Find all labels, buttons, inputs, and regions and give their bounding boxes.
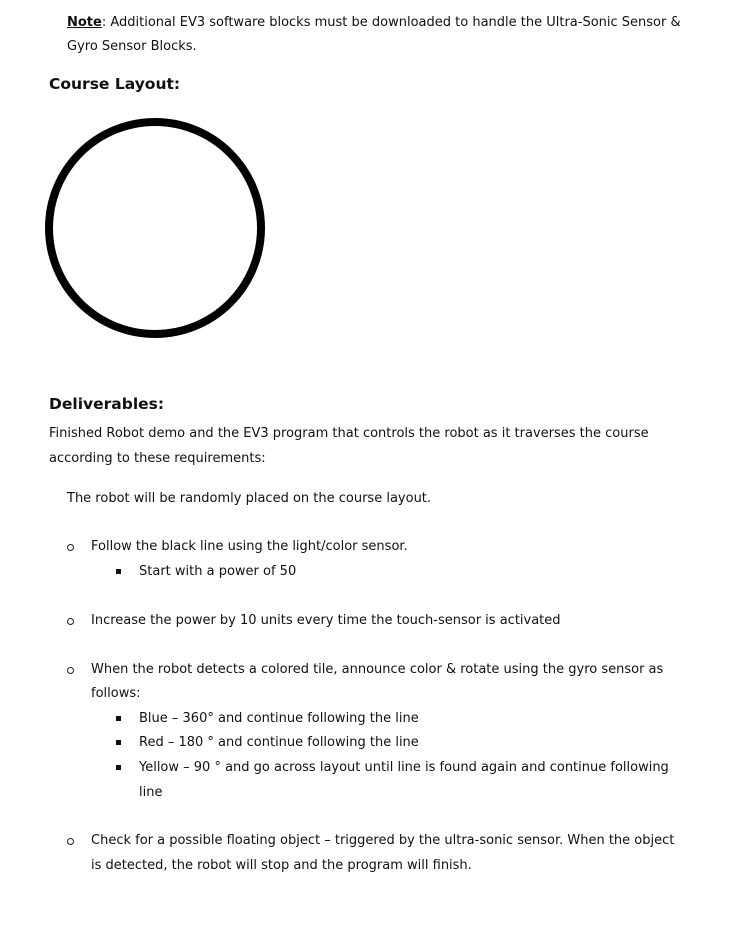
note-line-1 — [67, 11, 681, 35]
requirement-subitem-3-3-line-1: Yellow – 90 ° and go across layout until line is found again and continue following — [139, 760, 669, 775]
deliverables-intro-line-1: Finished Robot demo and the EV3 program that controls the robot as it traverses the course — [49, 426, 649, 441]
course-layout-heading: Course Layout: — [49, 75, 181, 93]
note-label: Note — [67, 15, 102, 30]
requirement-subitem-3-3-line-2: line — [139, 785, 163, 800]
hollow-circle-bullet-icon — [67, 544, 74, 551]
requirement-subitem-3-1: Blue – 360° and continue following the line — [139, 711, 419, 726]
square-bullet-icon — [116, 569, 121, 574]
requirement-item-4-line-2: is detected, the robot will stop and the program will finish. — [91, 858, 472, 873]
requirement-subitem-3-2: Red – 180 ° and continue following the line — [139, 735, 419, 750]
hollow-circle-bullet-icon — [67, 667, 74, 674]
placement-statement: The robot will be randomly placed on the course layout. — [67, 491, 432, 506]
requirement-item-3-line-1: When the robot detects a colored tile, announce color & rotate using the gyro sensor as — [91, 662, 664, 677]
hollow-circle-bullet-icon — [67, 838, 74, 845]
square-bullet-icon — [116, 716, 121, 721]
requirement-item-4-line-1: Check for a possible floating object – triggered by the ultra-sonic sensor. When the object — [91, 833, 675, 848]
square-bullet-icon — [116, 740, 121, 745]
requirement-item-2: Increase the power by 10 units every time the touch-sensor is activated — [91, 613, 561, 628]
note-text-2: Gyro Sensor Blocks. — [67, 39, 197, 54]
deliverables-heading: Deliverables: — [49, 395, 165, 413]
hollow-circle-bullet-icon — [67, 618, 74, 625]
requirement-subitem-1-1: Start with a power of 50 — [139, 564, 297, 579]
requirement-item-1: Follow the black line using the light/color sensor. — [91, 539, 408, 554]
course-layout-circle-line — [45, 118, 265, 338]
note-text-1: : Additional EV3 software blocks must be downloaded to handle the Ultra-Sonic Sensor & — [101, 15, 681, 30]
requirement-item-3-line-2: follows: — [91, 686, 141, 701]
square-bullet-icon — [116, 765, 121, 770]
deliverables-intro-line-2: according to these requirements: — [49, 451, 266, 466]
